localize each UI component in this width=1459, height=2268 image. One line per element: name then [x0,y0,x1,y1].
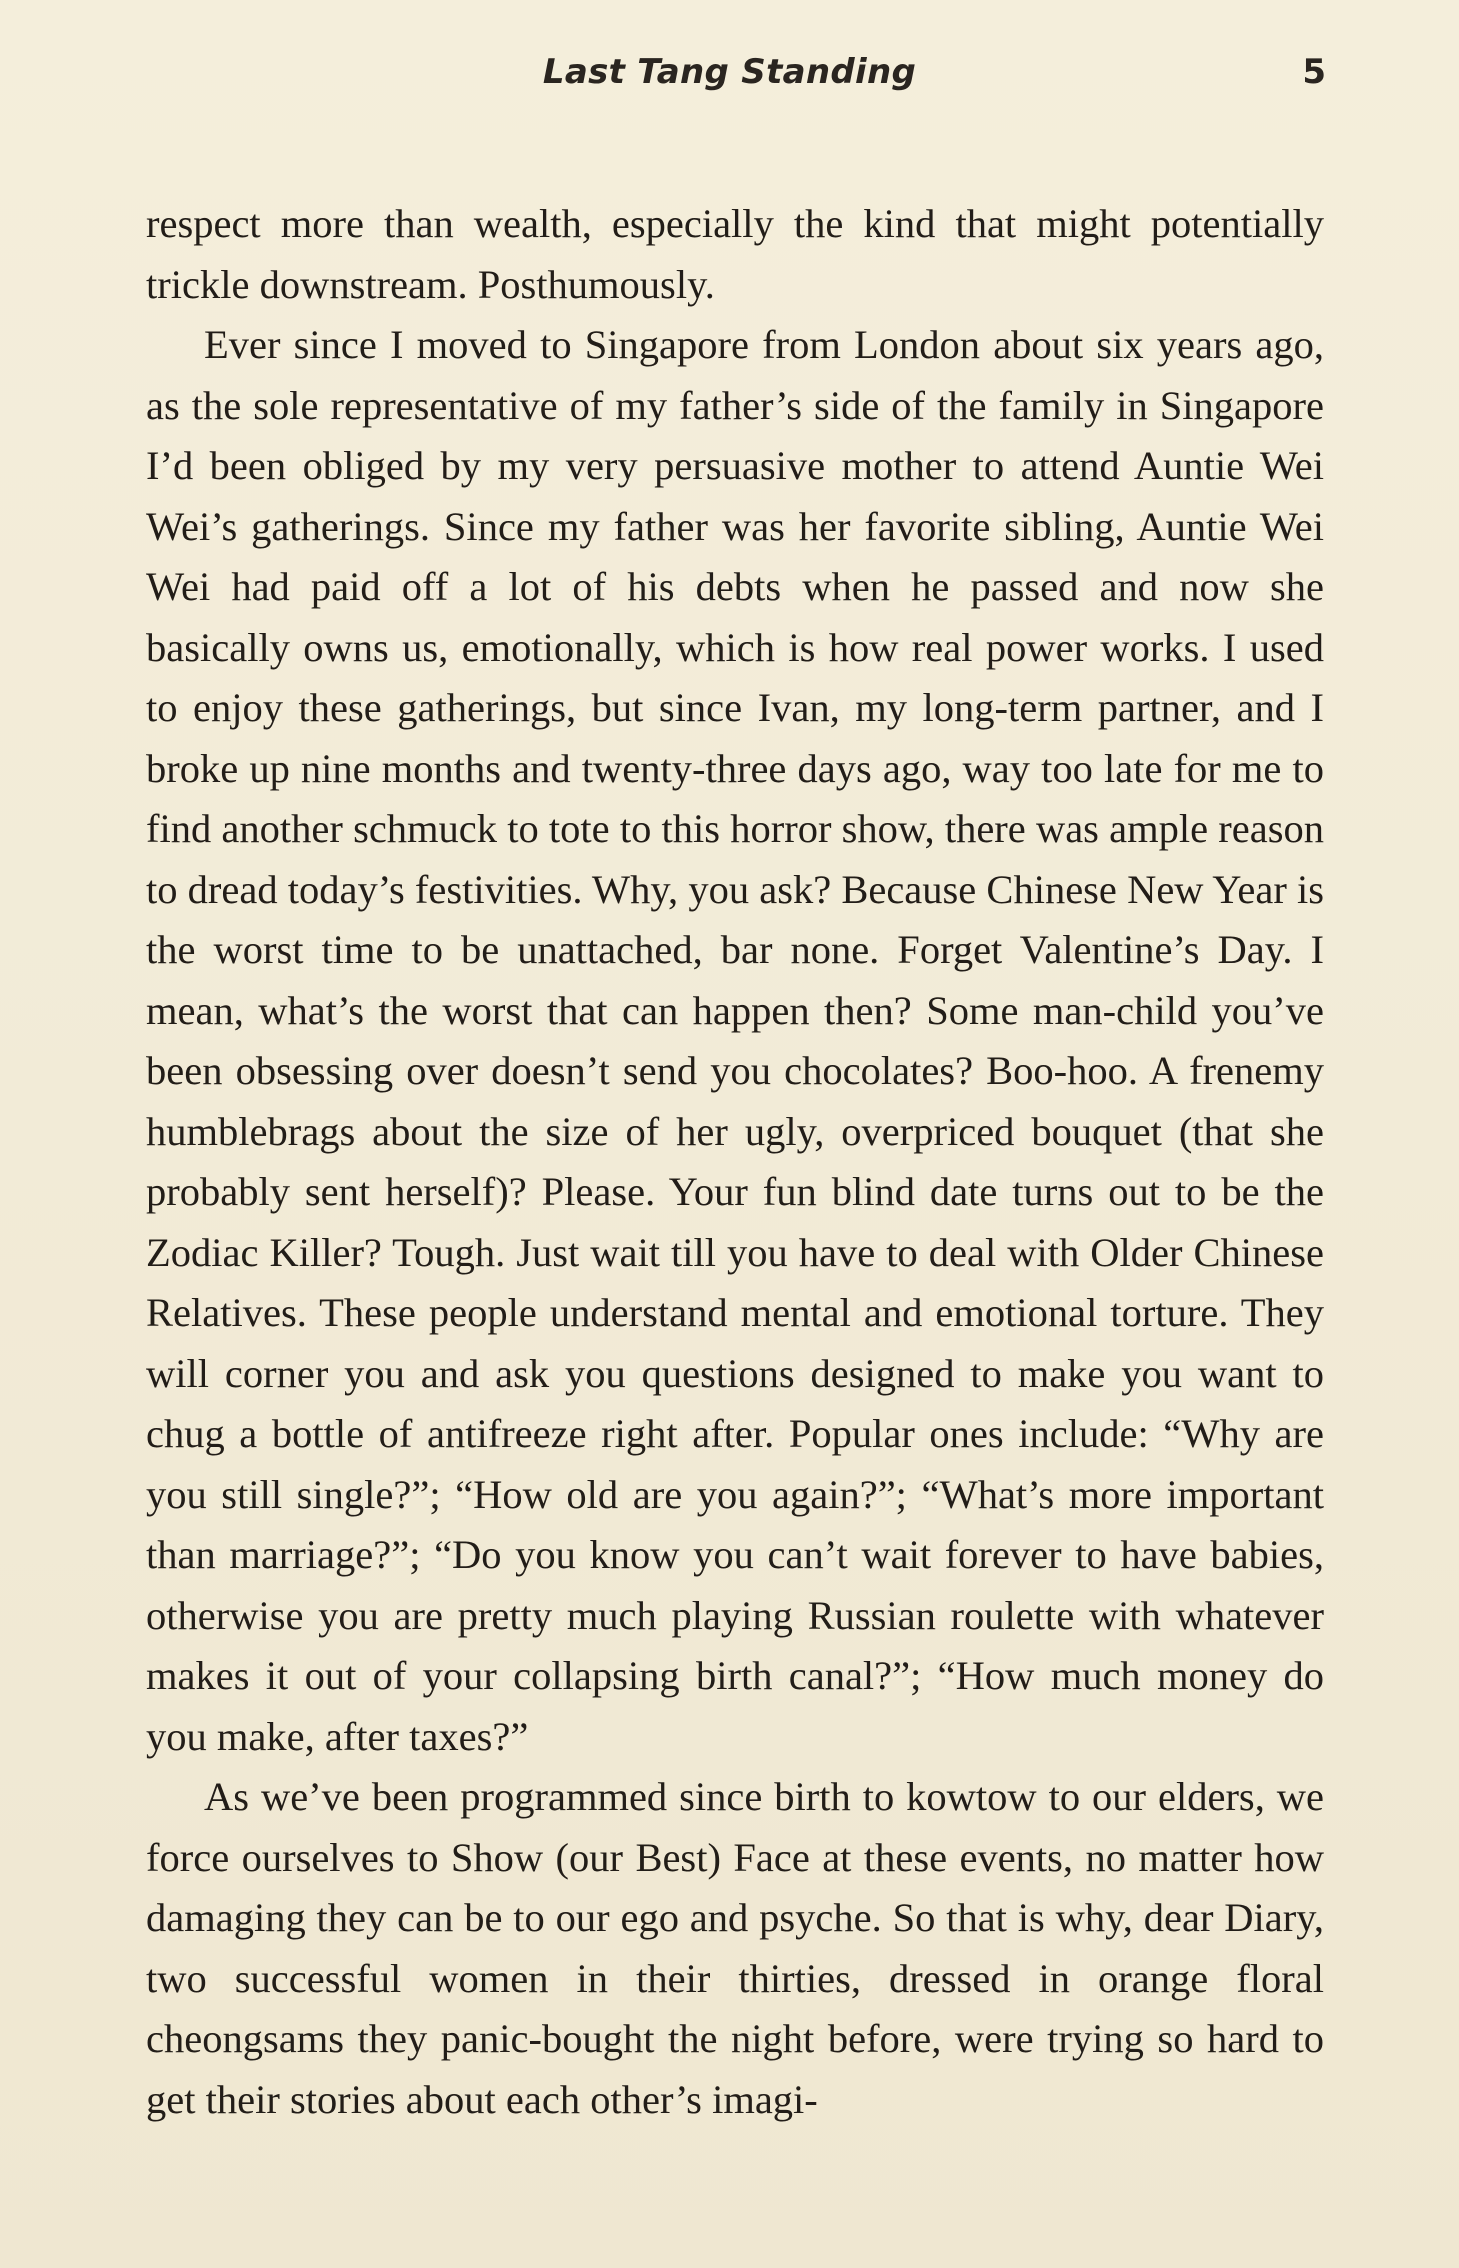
running-title: Last Tang Standing [542,52,917,92]
body-text [146,194,1324,2130]
paragraph: Ever since I moved to Singapore from London about six years ago, as the sole representative of my father’s side of the family in Singapore I’d been obliged by my very persuasive mother to attend Auntie Wei Wei’s gatherings. Since my father was her favorite sibling, Auntie Wei Wei had paid off a lot of his debts when he passed and now she basically owns us, emotionally, which is how real power works. I used to enjoy these gatherings, but since Ivan, my long-term partner, and I broke up nine months and twenty-three days ago, way too late for me to find another schmuck to tote to this horror show, there was ample reason to dread today’s festivities. Why, you ask? Because Chinese New Year is the worst time to be unattached, bar none. Forget Valentine’s Day. I mean, what’s the worst that can happen then? Some man-child you’ve been obsessing over doesn’t send you chocolates? Boo-hoo. A frenemy humblebrags about the size of her ugly, overpriced bouquet (that she probably sent herself)? Please. Your fun blind date turns out to be the Zodiac Killer? Tough. Just wait till you have to deal with Older Chinese Relatives. These people understand mental and emotional torture. They will corner you and ask you questions designed to make you want to chug a bottle of antifreeze right after. Popular ones include: “Why are you still single?”; “How old are you again?”; “What’s more important than marriage?”; “Do you know you can’t wait forever to have babies, otherwise you are pretty much playing Russian roulette with whatever makes it out of your collapsing birth canal?”; “How much money do you make, after taxes?” [146,322,1324,1759]
paragraph: As we’ve been programmed since birth to kowtow to our elders, we force ourselves to Show (our Best) Face at these events, no matter how damaging they can be to our ego and psyche. So that is why, dear Diary, two successful women in their thirties, dressed in orange floral cheongsams they panic-bought the night before, were trying so hard to get their stories about each other’s imagi- [146,1774,1324,2122]
page-number: 5 [1302,52,1326,92]
running-head [0,52,1459,102]
paragraph-continuation: respect more than wealth, especially the kind that might potentially trickle downstream. Posthumously. [146,201,1324,307]
